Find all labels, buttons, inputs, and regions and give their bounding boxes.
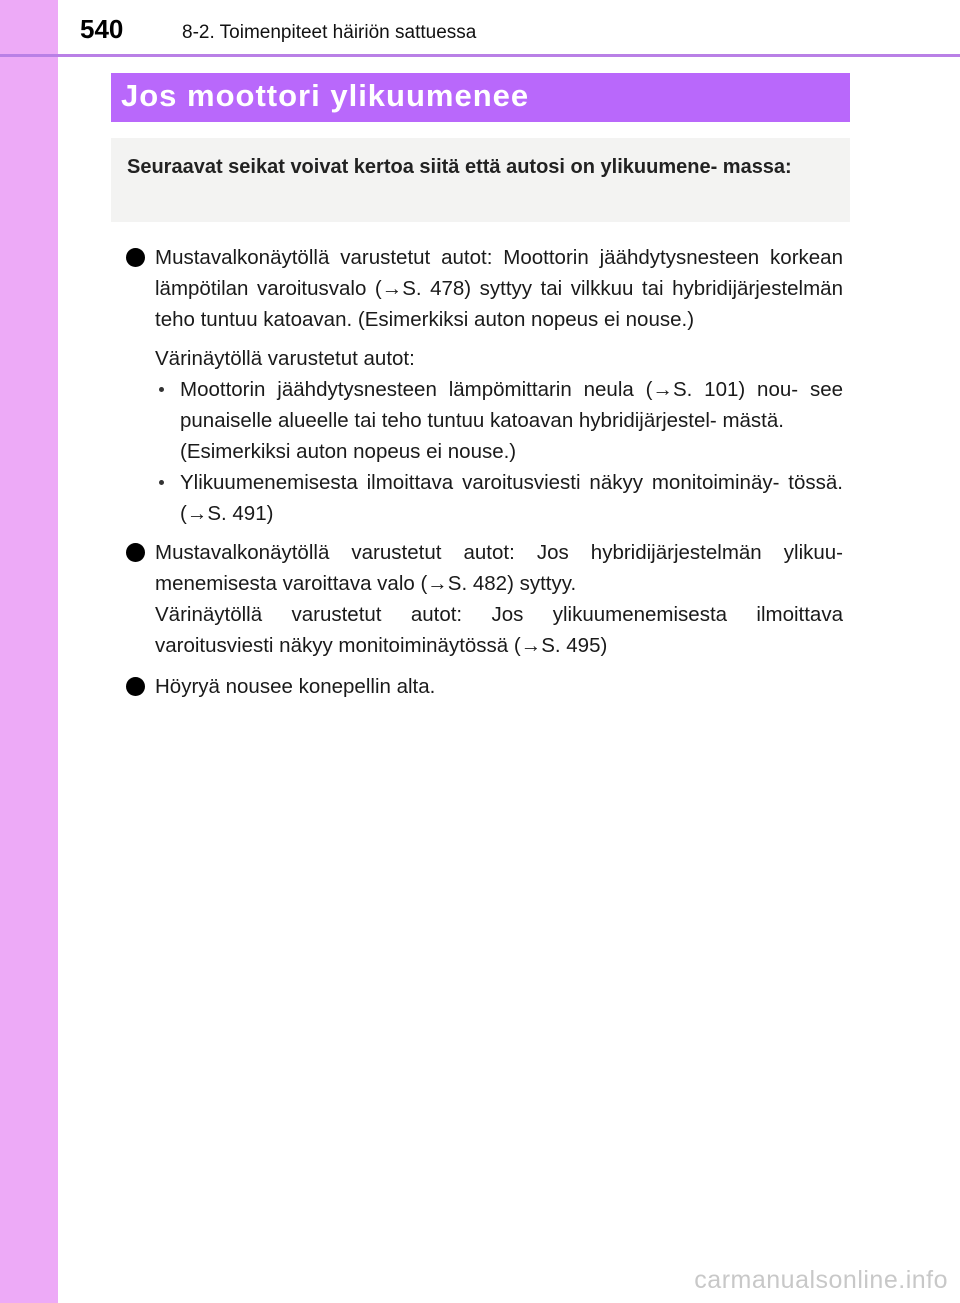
- list-item: [126, 537, 843, 661]
- item-text-secondary: Värinäytöllä varustetut autot: Jos ylikuumenemisesta ilmoittava varoitusviesti näkyy monitoiminäytössä (→S. 495): [155, 603, 843, 657]
- side-tab-strip: [0, 0, 58, 1303]
- header-divider: [0, 54, 960, 57]
- color-display-heading: Värinäytöllä varustetut autot:: [155, 347, 415, 370]
- sub-item-text: Ylikuumenemisesta ilmoittava varoitusviesti näkyy monitoiminäy- tössä. (→S. 491): [180, 471, 843, 525]
- item-text: Mustavalkonäytöllä varustetut autot: Moottorin jäähdytysnesteen korkean lämpötilan varoitusvalo (→S. 478) syttyy tai vilkkuu tai hybridijärjestelmän teho tuntuu katoavan. (Esimerkiksi auton nopeus ei nouse.): [155, 246, 843, 331]
- bullet-dot-icon: [126, 677, 145, 696]
- item-text: Höyryä nousee konepellin alta.: [155, 675, 436, 698]
- symptom-list: [126, 242, 843, 702]
- bullet-dot-icon: [126, 543, 145, 562]
- sub-item-note: (Esimerkiksi auton nopeus ei nouse.): [180, 440, 517, 463]
- section-title-bar: [111, 73, 850, 122]
- chapter-title: 8-2. Toimenpiteet häiriön sattuessa: [182, 22, 477, 43]
- item-text: Mustavalkonäytöllä varustetut autot: Jos hybridijärjestelmän ylikuu- menemisesta varoittava valo (→S. 482) syttyy.: [155, 541, 843, 595]
- small-bullet-icon: [159, 387, 164, 392]
- intro-box: [111, 138, 850, 222]
- intro-text: Seuraavat seikat voivat kertoa siitä että autosi on ylikuumene- massa:: [127, 156, 792, 178]
- sub-list-item: [155, 467, 843, 529]
- bullet-dot-icon: [126, 248, 145, 267]
- watermark: carmanualsonline.info: [694, 1266, 948, 1294]
- list-item: [126, 671, 843, 702]
- section-title: Jos moottori ylikuumenee: [121, 78, 530, 113]
- page-number: 540: [80, 14, 124, 44]
- sub-list-item: [155, 374, 843, 467]
- sub-list: [126, 374, 843, 529]
- small-bullet-icon: [159, 480, 164, 485]
- sub-item-text: Moottorin jäähdytysnesteen lämpömittarin neula (→S. 101) nou- see punaiselle alueelle tai teho tuntuu katoavan hybridijärjestel- mästä.: [180, 378, 843, 432]
- list-item: [126, 242, 843, 335]
